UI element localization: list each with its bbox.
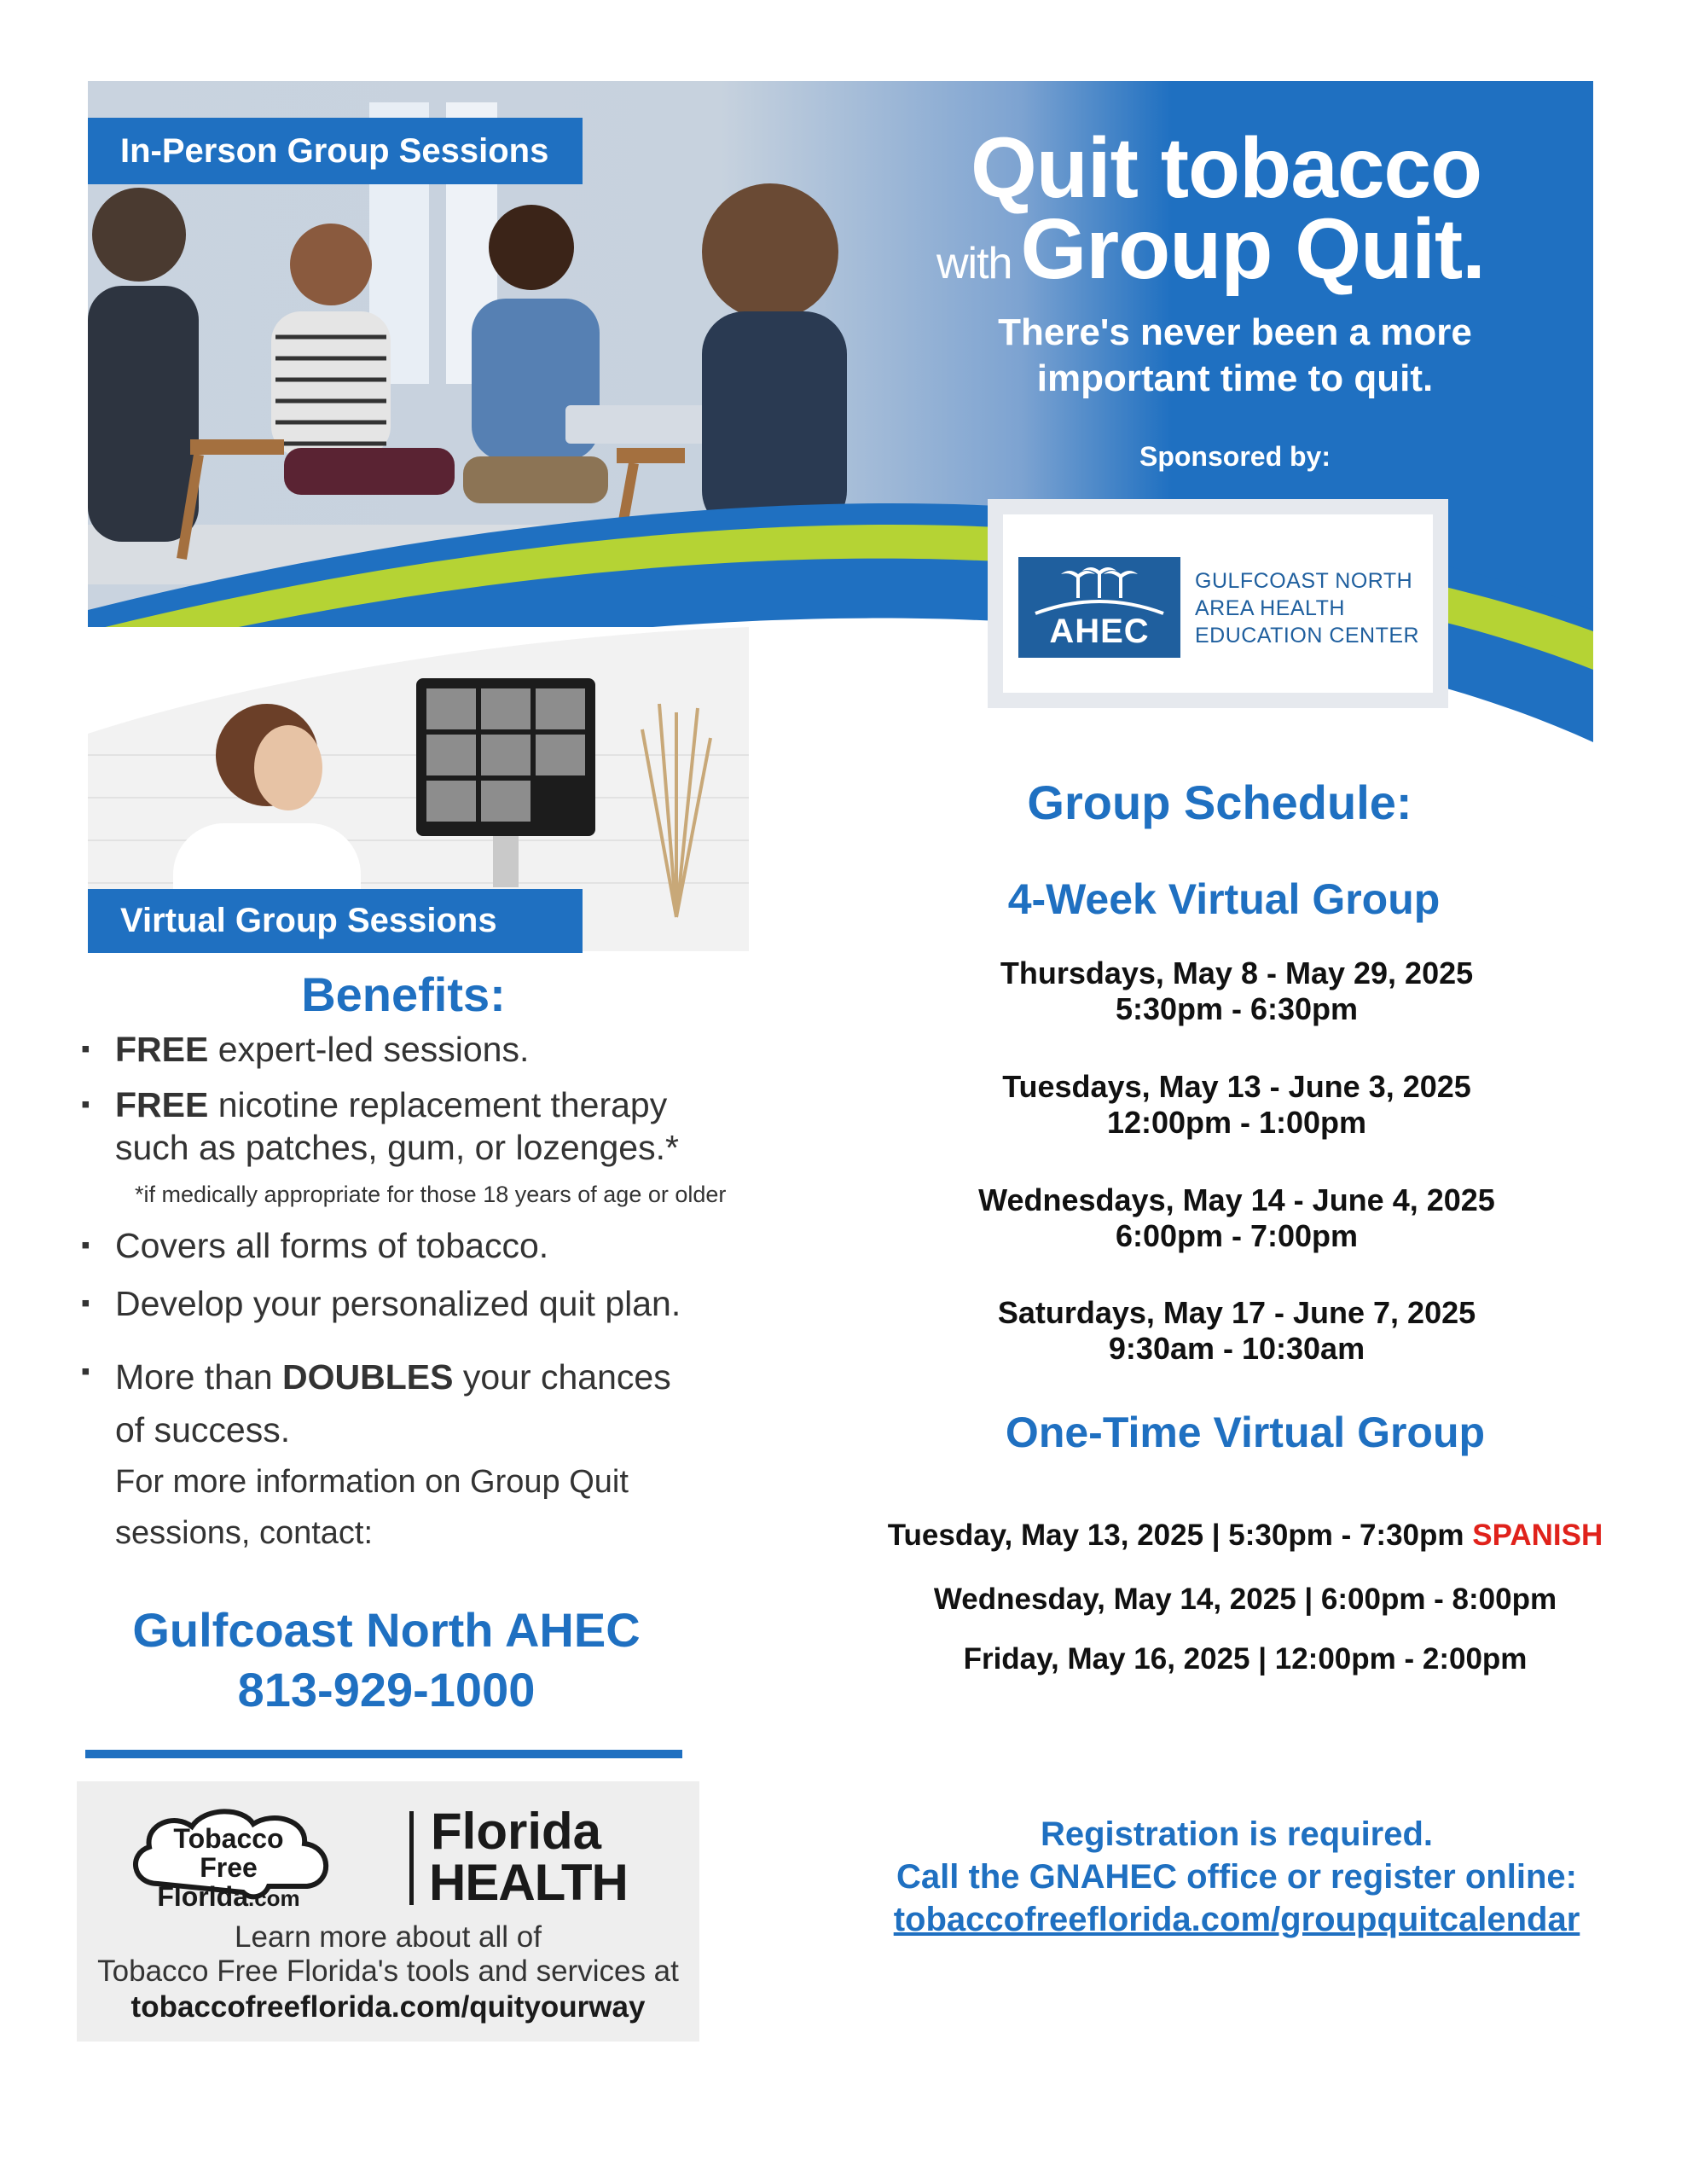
benefit-emphasis: FREE — [115, 1085, 209, 1124]
nrt-footnote: *if medically appropriate for those 18 years of age or older — [135, 1182, 727, 1207]
benefit-text: Covers all forms of tobacco. — [115, 1226, 549, 1265]
benefit-emphasis: DOUBLES — [282, 1357, 454, 1397]
session-time: 12:00pm - 1:00pm — [1106, 1105, 1367, 1140]
palm-trees-icon — [1018, 557, 1180, 617]
logo-divider — [409, 1811, 414, 1905]
ahec-logo-mark — [1018, 557, 1180, 658]
benefit-text-line2: such as patches, gum, or lozenges.* — [115, 1128, 679, 1167]
four-week-session — [853, 1295, 1621, 1367]
tff-logo-text — [143, 1824, 314, 1913]
gnahec-logo — [988, 499, 1448, 708]
more-info-line1: For more information on Group Quit — [115, 1464, 629, 1500]
registration-instructions: Call the GNAHEC office or register online: — [896, 1858, 1577, 1896]
session-time: 9:30am - 10:30am — [1108, 1331, 1365, 1366]
session-text: Tuesday, May 13, 2025 | 5:30pm - 7:30pm — [887, 1519, 1473, 1552]
language-badge: SPANISH — [1472, 1519, 1603, 1552]
hero-title-line2 — [936, 200, 1485, 299]
four-week-session — [853, 956, 1621, 1027]
hero-title-group-quit: Group Quit. — [1020, 201, 1485, 297]
one-time-session: Wednesday, May 14, 2025 | 6:00pm - 8:00pm — [933, 1583, 1557, 1616]
registration-required: Registration is required. — [1040, 1815, 1434, 1853]
benefit-quit-plan — [81, 1282, 681, 1325]
benefit-free-sessions — [81, 1028, 529, 1071]
ahec-abbr: AHEC — [1049, 613, 1150, 650]
divider — [85, 1750, 682, 1758]
benefit-text: More than — [115, 1357, 282, 1397]
bullet-icon: ▪ — [81, 1289, 90, 1317]
gnahec-name-line1: GULFCOAST NORTH — [1195, 569, 1413, 593]
tobacco-free-florida-box — [77, 1781, 699, 2042]
benefit-text: expert-led sessions. — [208, 1030, 530, 1069]
bullet-icon: ▪ — [81, 1231, 90, 1259]
more-info-line2: sessions, contact: — [115, 1515, 374, 1551]
benefit-text: nicotine replacement therapy — [208, 1085, 668, 1124]
one-time-group-title: One-Time Virtual Group — [1005, 1409, 1486, 1456]
benefit-doubles-chances — [81, 1350, 671, 1559]
session-dates: Saturdays, May 17 - June 7, 2025 — [997, 1295, 1476, 1330]
session-time: 5:30pm - 6:30pm — [1115, 991, 1359, 1026]
tff-com: .com — [247, 1885, 300, 1911]
benefit-free-nrt — [81, 1083, 679, 1169]
session-dates: Tuesdays, May 13 - June 3, 2025 — [1002, 1069, 1471, 1104]
session-dates: Wednesdays, May 14 - June 4, 2025 — [978, 1182, 1495, 1217]
benefit-text: your chances — [453, 1357, 671, 1397]
hero-title-with: with — [936, 239, 1012, 288]
learn-more-text — [77, 1920, 699, 1989]
registration-link[interactable]: tobaccofreeflorida.com/groupquitcalendar — [893, 1901, 1580, 1938]
contact-org-name: Gulfcoast North AHEC — [132, 1603, 641, 1657]
more-info-text — [115, 1456, 671, 1559]
hero-title-line1: Quit tobacco — [971, 120, 1482, 216]
bullet-icon: ▪ — [81, 1357, 90, 1385]
sponsored-by-label: Sponsored by: — [1139, 441, 1331, 472]
benefit-text-line2: of success. — [115, 1410, 291, 1449]
quit-your-way-link[interactable]: tobaccofreeflorida.com/quityourway — [130, 1990, 646, 2024]
learn-more-line1: Learn more about all of — [235, 1920, 542, 1954]
learn-more-line2: Tobacco Free Florida's tools and services at — [97, 1955, 679, 1988]
hero-tagline: There's never been a more important time to quit. — [998, 311, 1472, 399]
virtual-sessions-label: Virtual Group Sessions — [88, 889, 583, 953]
one-time-session — [819, 1519, 1672, 1553]
gnahec-name-line3: EDUCATION CENTER — [1195, 624, 1420, 648]
benefit-all-tobacco — [81, 1224, 548, 1267]
bullet-icon: ▪ — [81, 1090, 90, 1118]
benefit-text: Develop your personalized quit plan. — [115, 1284, 681, 1323]
gnahec-name — [1195, 567, 1419, 649]
benefits-title: Benefits: — [301, 967, 506, 1021]
benefit-emphasis: FREE — [115, 1030, 209, 1069]
four-week-group-title: 4-Week Virtual Group — [1007, 875, 1441, 923]
four-week-session — [853, 1069, 1621, 1141]
contact-phone[interactable]: 813-929-1000 — [237, 1663, 536, 1716]
florida-health-logo-line1: Florida — [431, 1803, 602, 1860]
bullet-icon: ▪ — [81, 1035, 90, 1063]
tff-line1: Tobacco Free — [173, 1823, 284, 1883]
one-time-session: Friday, May 16, 2025 | 12:00pm - 2:00pm — [963, 1642, 1528, 1676]
in-person-sessions-label: In-Person Group Sessions — [88, 118, 583, 184]
group-schedule-title: Group Schedule: — [1027, 775, 1412, 829]
tff-line2: Florida — [157, 1881, 248, 1912]
session-time: 6:00pm - 7:00pm — [1115, 1218, 1359, 1253]
gnahec-name-line2: AREA HEALTH — [1195, 596, 1345, 620]
session-dates: Thursdays, May 8 - May 29, 2025 — [1000, 956, 1474, 990]
florida-health-logo-line2: HEALTH — [429, 1854, 628, 1911]
four-week-session — [853, 1182, 1621, 1254]
